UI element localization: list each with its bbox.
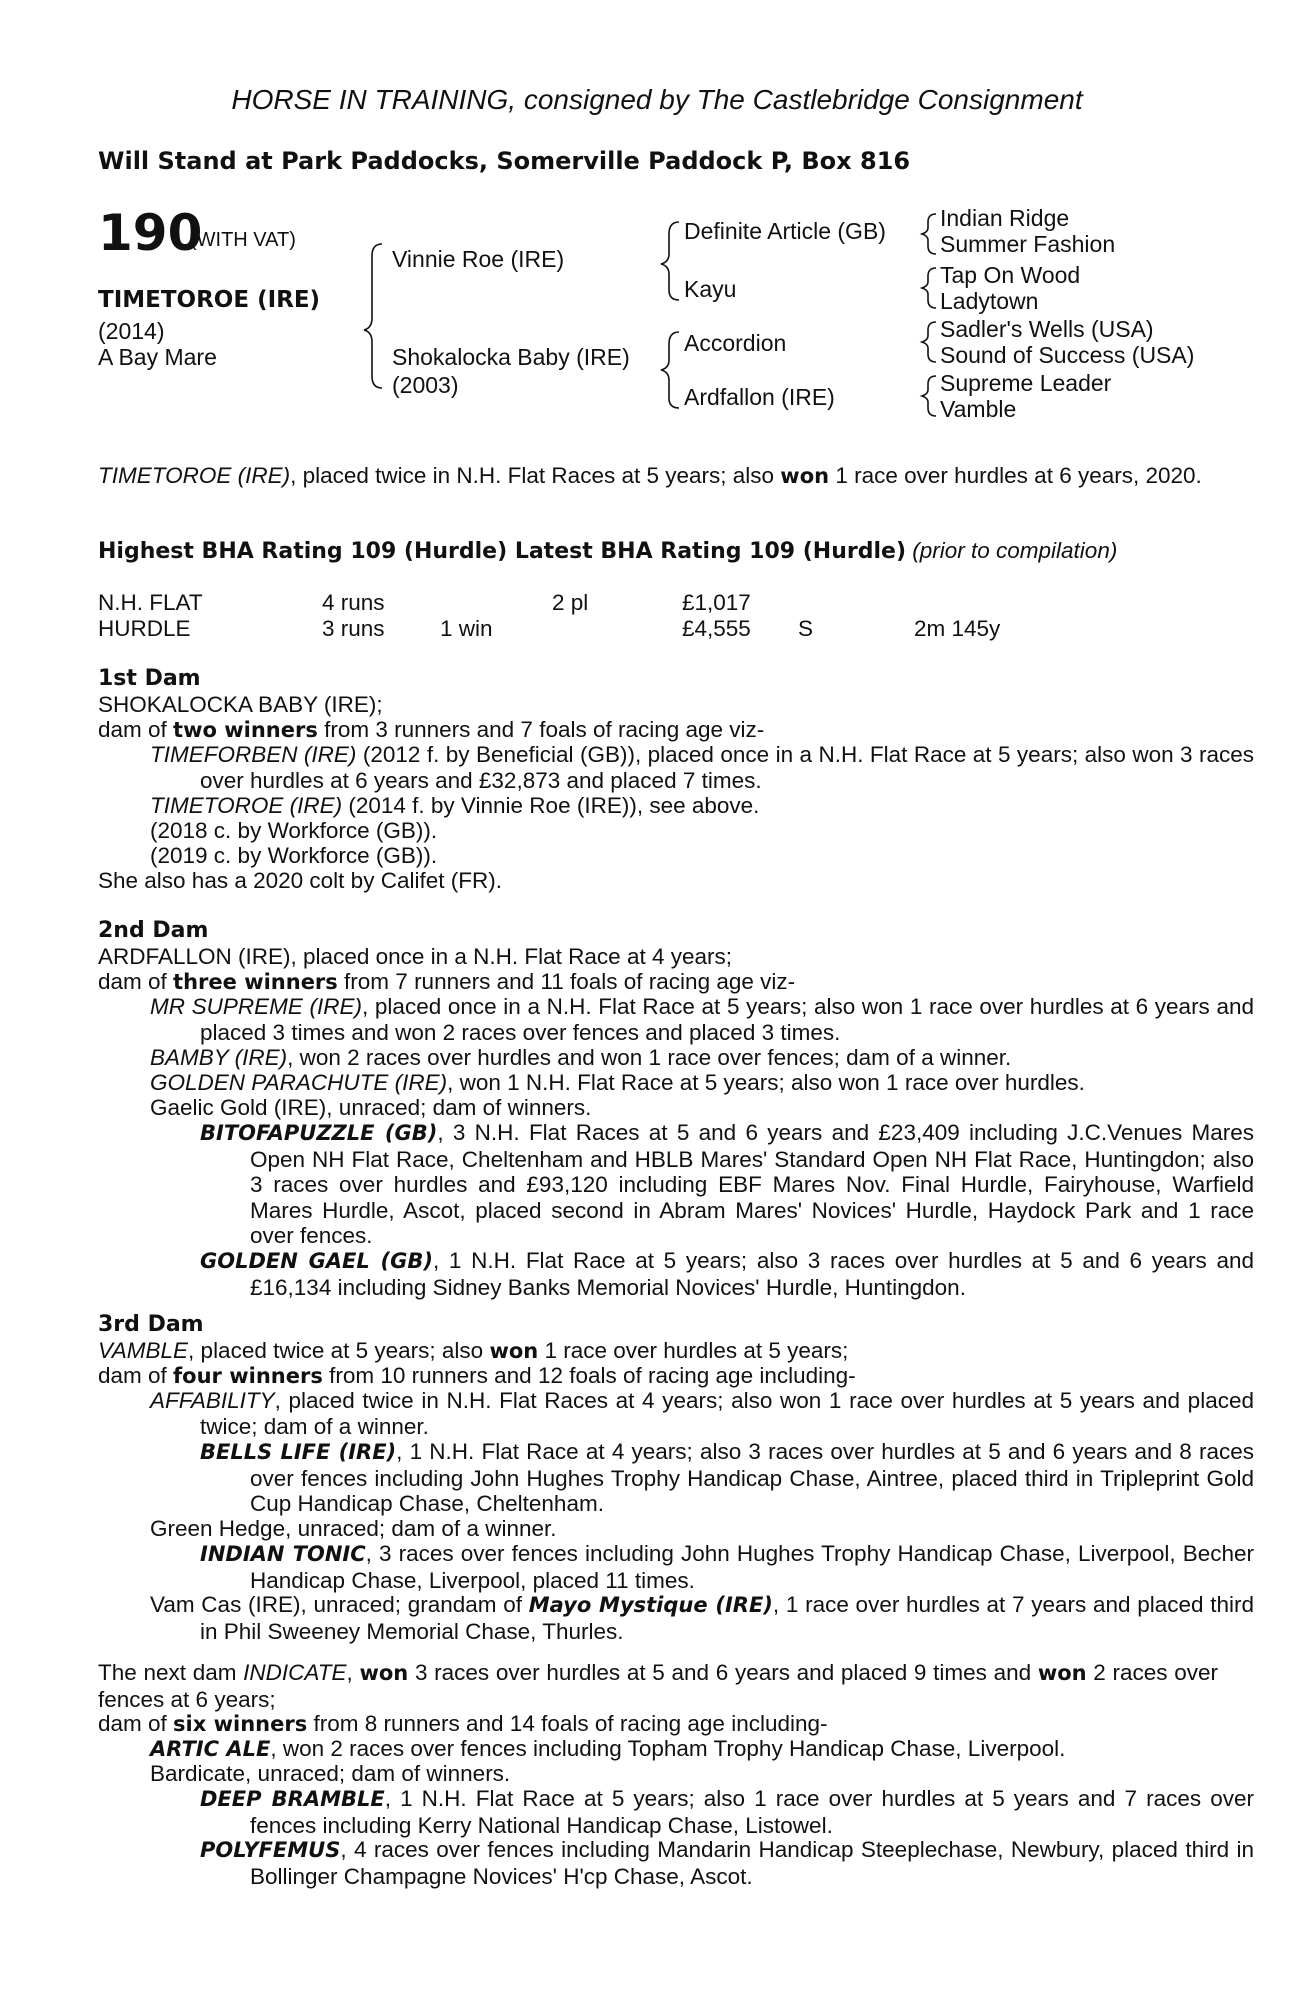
pedigree-ssd: Summer Fashion (940, 231, 1116, 257)
stand-location: Will Stand at Park Paddocks, Somerville Paddock P, Box 816 (98, 147, 911, 175)
record-places: 2 pl (552, 590, 589, 615)
next-dam-produce-summary: dam of six winners from 8 runners and 14 foals of racing age including- (98, 1711, 828, 1736)
dam3-grandproduce-1: BELLS LIFE (IRE), 1 N.H. Flat Race at 4 years; also 3 races over hurdles at 5 and 6 years and 8 races over fences including John Hughes Trophy Handicap Chase, Aintree, placed third in Tripleprint Gold Cup Handicap Chase, Cheltenham. (200, 1439, 1254, 1516)
dam2-grandproduce-1: BITOFAPUZZLE (GB), 3 N.H. Flat Races at 5 and 6 years and £23,409 including J.C.Venues Mares Open NH Flat Race, Cheltenham and HBLB Mares' Standard Open NH Flat Race, Huntingdon; also 3 races over hurdles and £93,120 including EBF Mares Nov. Final Hurdle, Fairyhouse, Warfield Mares Hurdle, Ascot, placed second in Abram Mares' Novices' Hurdle, Haydock Park and 1 race over fences. (200, 1120, 1255, 1248)
lot-vat: (WITH VAT) (190, 229, 296, 251)
pedigree-sds: Tap On Wood (940, 262, 1081, 288)
record-runs: 4 runs (322, 590, 385, 615)
dam2-produce-2: BAMBY (IRE), won 2 races over hurdles and won 1 race over fences; dam of a winner. (150, 1045, 1012, 1070)
dam1-produce-2: TIMETOROE (IRE) (2014 f. by Vinnie Roe (IRE)), see above. (150, 793, 760, 818)
record-ground: S (798, 616, 814, 641)
lot-number: 190 (98, 204, 203, 262)
dam3-heading: 3rd Dam (98, 1312, 204, 1337)
dam3-produce-2: Green Hedge, unraced; dam of a winner. (150, 1516, 557, 1541)
next-dam-produce-2: Bardicate, unraced; dam of winners. (150, 1761, 511, 1786)
pedigree-dds: Supreme Leader (940, 370, 1112, 396)
summary-horse-name: TIMETOROE (IRE) (98, 463, 291, 488)
pedigree-sss: Indian Ridge (940, 205, 1070, 231)
catalogue-header: HORSE IN TRAINING, consigned by The Castlebridge Consignment (231, 84, 1083, 115)
pedigree-dam-year: (2003) (392, 372, 459, 398)
dam1-produce-summary: dam of two winners from 3 runners and 7 foals of racing age viz- (98, 717, 765, 742)
horse-year: (2014) (98, 318, 165, 344)
pedigree-dam: Shokalocka Baby (IRE) (392, 344, 630, 370)
dam1-note: She also has a 2020 colt by Califet (FR). (98, 868, 502, 893)
pedigree-sire-sire: Definite Article (GB) (684, 218, 886, 244)
record-runs: 3 runs (322, 616, 385, 641)
dam1-name: SHOKALOCKA BABY (IRE); (98, 692, 383, 717)
record-type: N.H. FLAT (98, 590, 203, 615)
dam2-grandproduce-2: GOLDEN GAEL (GB), 1 N.H. Flat Race at 5 years; also 3 races over hurdles at 5 and 6 years and £16,134 including Sidney Banks Memorial Novices' Hurdle, Huntingdon. (200, 1248, 1254, 1300)
pedigree-brackets (0, 0, 1314, 440)
next-dam-produce-1: ARTIC ALE, won 2 races over fences including Topham Trophy Handicap Chase, Liverpool. (150, 1736, 1066, 1761)
next-dam-grandproduce-2: POLYFEMUS, 4 races over fences including Mandarin Handicap Steeplechase, Newbury, placed third in Bollinger Champagne Novices' H'cp Chase, Ascot. (200, 1837, 1254, 1889)
pedigree-dam-dam: Ardfallon (IRE) (684, 384, 835, 410)
dam2-produce-1: MR SUPREME (IRE), placed once in a N.H. Flat Race at 5 years; also won 1 race over hurdles at 6 years and placed 3 times and won 2 races over fences and placed 3 times. (150, 994, 1254, 1045)
dam2-name: ARDFALLON (IRE), placed once in a N.H. Flat Race at 4 years; (98, 944, 732, 969)
dam3-produce-3: Vam Cas (IRE), unraced; grandam of Mayo Mystique (IRE), 1 race over hurdles at 7 years and placed third in Phil Sweeney Memorial Chase, Thurles. (150, 1592, 1254, 1644)
dam3-produce-1: AFFABILITY, placed twice in N.H. Flat Races at 4 years; also won 1 race over hurdles at 5 years and placed twice; dam of a winner. (150, 1388, 1254, 1439)
pedigree-dam-sire: Accordion (684, 330, 787, 356)
pedigree-dsd: Sound of Success (USA) (940, 342, 1195, 368)
dam2-produce-4: Gaelic Gold (IRE), unraced; dam of winners. (150, 1095, 592, 1120)
dam1-heading: 1st Dam (98, 666, 201, 691)
dam2-produce-summary: dam of three winners from 7 runners and 11 foals of racing age viz- (98, 969, 796, 994)
dam3-grandproduce-2: INDIAN TONIC, 3 races over fences including John Hughes Trophy Handicap Chase, Liverpool, Becher Handicap Chase, Liverpool, placed 11 times. (200, 1541, 1255, 1593)
next-dam: The next dam INDICATE, won 3 races over hurdles at 5 and 6 years and placed 9 times and won 2 races over fences at 6 years; (98, 1660, 1218, 1712)
pedigree-sire-dam: Kayu (684, 276, 737, 302)
dam1-produce-3: (2018 c. by Workforce (GB)). (150, 818, 438, 843)
record-wins: 1 win (440, 616, 493, 641)
pedigree-sdd: Ladytown (940, 288, 1039, 314)
record-type: HURDLE (98, 616, 191, 641)
dam1-produce-4: (2019 c. by Workforce (GB)). (150, 843, 438, 868)
pedigree-dss: Sadler's Wells (USA) (940, 316, 1154, 342)
horse-summary: TIMETOROE (IRE), placed twice in N.H. Flat Races at 5 years; also won 1 race over hurdles at 6 years, 2020. (98, 463, 1202, 488)
pedigree-ddd: Vamble (940, 396, 1017, 422)
record-prize: £1,017 (682, 590, 751, 615)
horse-name: TIMETOROE (IRE) (98, 287, 321, 313)
record-distance: 2m 145y (914, 616, 1001, 641)
pedigree-sire: Vinnie Roe (IRE) (392, 246, 565, 272)
dam2-produce-3: GOLDEN PARACHUTE (IRE), won 1 N.H. Flat Race at 5 years; also won 1 race over hurdles. (150, 1070, 1085, 1095)
bha-rating: Highest BHA Rating 109 (Hurdle) Latest BHA Rating 109 (Hurdle) (prior to compilation) (98, 538, 1118, 564)
dam2-heading: 2nd Dam (98, 918, 209, 943)
record-prize: £4,555 (682, 616, 751, 641)
dam3-name: VAMBLE, placed twice at 5 years; also won 1 race over hurdles at 5 years; (98, 1338, 849, 1363)
dam1-produce-1: TIMEFORBEN (IRE) (2012 f. by Beneficial (GB)), placed once in a N.H. Flat Race at 5 years; also won 3 races over hurdles at 6 years and £32,873 and placed 7 times. (150, 742, 1255, 793)
dam3-produce-summary: dam of four winners from 10 runners and 12 foals of racing age including- (98, 1363, 856, 1388)
next-dam-grandproduce-1: DEEP BRAMBLE, 1 N.H. Flat Race at 5 years; also 1 race over hurdles at 5 years and 7 races over fences including Kerry National Handicap Chase, Listowel. (200, 1786, 1255, 1838)
horse-description: A Bay Mare (98, 344, 217, 370)
